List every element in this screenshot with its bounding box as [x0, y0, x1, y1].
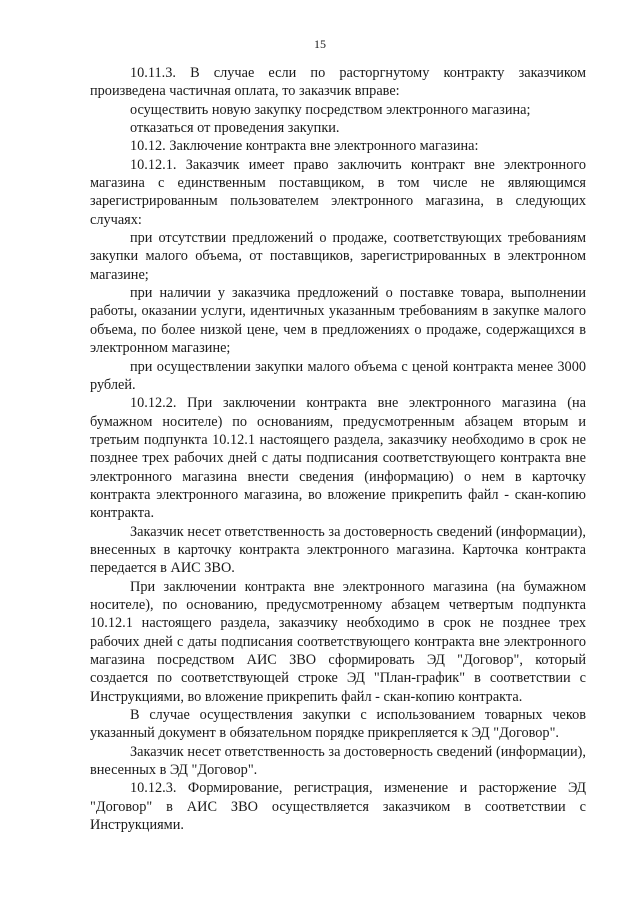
list-item-new-purchase: осуществить новую закупку посредством электронного магазина;: [130, 101, 531, 118]
list-item-lower-price: при наличии у заказчика предложений о поставке товара, выполнении работы, оказании услуги, идентичных указанным требованиям в закупке малого объема, по более низкой цене, чем в предложениях о продаже, содержащихся в электронном магазине;: [90, 285, 586, 357]
list-item-small-amount: при осуществлении закупки малого объема с ценой контракта менее 3000 рублей.: [90, 358, 586, 393]
paragraph-10-11-3: 10.11.3. В случае если по расторгнутому контракту заказчиком произведена частичная оплата, то заказчик вправе:: [90, 65, 586, 100]
paragraph-responsibility-ed: Заказчик несет ответственность за достоверность сведений (информации), внесенных в ЭД "Договор".: [90, 743, 586, 779]
paragraph-responsibility-card: Заказчик несет ответственность за достоверность сведений (информации), внесенных в карточку контракта электронного магазина. Карточка контракта передается в АИС ЗВО.: [90, 523, 586, 577]
document-body: [90, 64, 586, 834]
paragraph-paper-contract: При заключении контракта вне электронного магазина (на бумажном носителе), по основанию, предусмотренному абзацем четвертым подпункта 10.12.1 настоящего раздела, заказчику необходимо в срок не позднее трех рабочих дней с даты подписания соответствующего контракта вне электронного магазина посредством АИС ЗВО сформировать ЭД "Договор", который создается по соответствующей строке ЭД "План-график" в соответствии с Инструкциями, во вложение прикрепить файл - скан-копию контракта.: [90, 578, 586, 705]
list-item-no-offers: при отсутствии предложений о продаже, соответствующих требованиям закупки малого объема, от поставщиков, зарегистрированных в электронном магазине;: [90, 230, 586, 283]
paragraph-10-12-3: 10.12.3. Формирование, регистрация, изменение и расторжение ЭД "Договор" в АИС ЗВО осуществляется заказчиком в соответствии с Инструкциями.: [90, 780, 586, 834]
section-heading-10-12: 10.12. Заключение контракта вне электронного магазина:: [130, 138, 479, 155]
page-number: 15: [314, 37, 326, 51]
paragraph-receipts: В случае осуществления закупки с использованием товарных чеков указанный документ в обязательном порядке прикрепляется к ЭД "Договор".: [90, 707, 586, 742]
list-item-refuse-purchase: отказаться от проведения закупки.: [130, 120, 340, 137]
paragraph-10-12-2: 10.12.2. При заключении контракта вне электронного магазина (на бумажном носителе) по основаниям, предусмотренным абзацем вторым и третьим подпункта 10.12.1 настоящего раздела, заказчику необходимо в срок не позднее трех рабочих дней с даты подписания соответствующего контракта вне электронного магазина внести сведения (информацию) о нем в карточку контракта электронного магазина, во вложение прикрепить файл - скан-копию контракта.: [90, 395, 586, 522]
paragraph-10-12-1: 10.12.1. Заказчик имеет право заключить контракт вне электронного магазина с единственным поставщиком, в том числе не являющимся зарегистрированным пользователем электронного магазина, в следующих случаях:: [90, 156, 586, 228]
